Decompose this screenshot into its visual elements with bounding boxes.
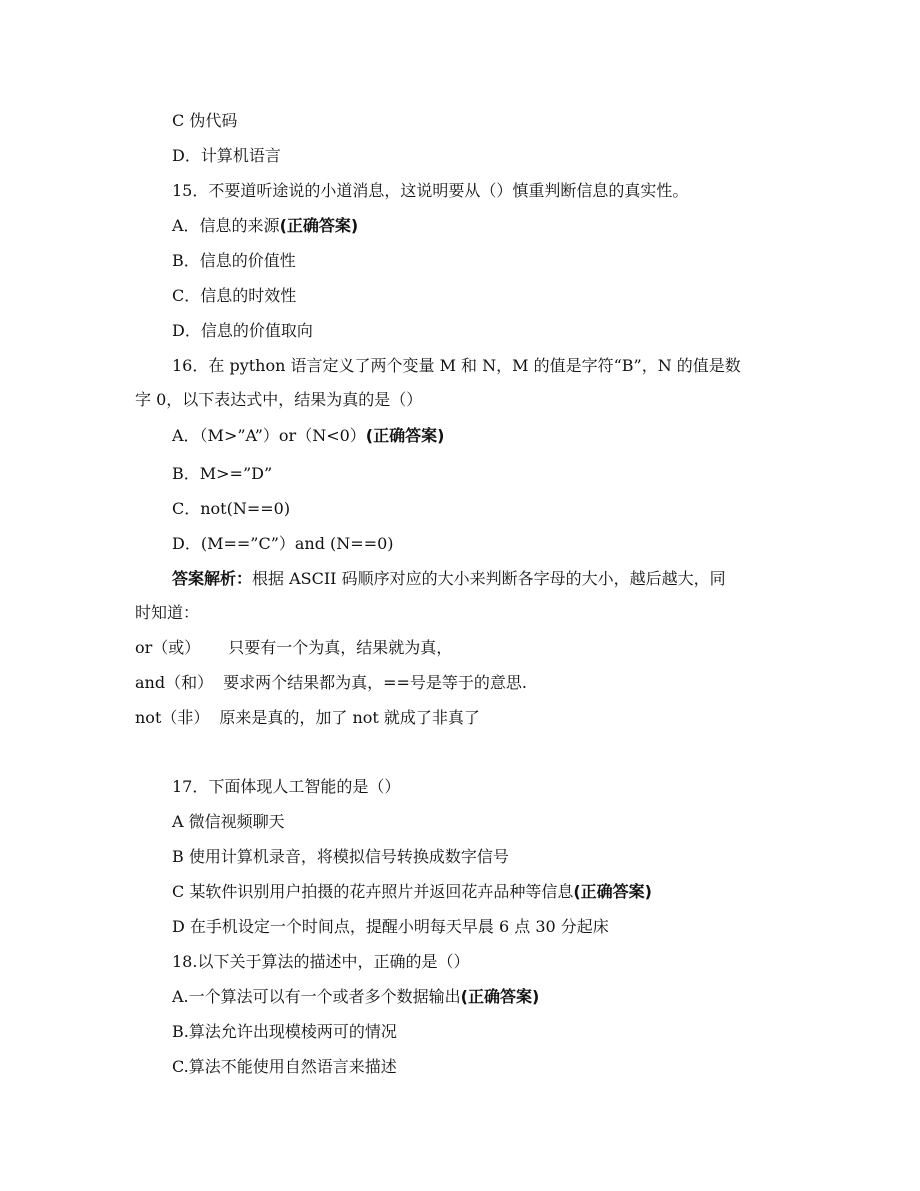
q18-option-a [172,986,539,1008]
q16-option-a-text: A．（M>”A”）or（N<0） [172,426,366,445]
q18-correct-mark: (正确答案) [460,987,540,1006]
logic-not-desc: 原来是真的，加了 not 就成了非真了 [219,708,480,727]
q16-option-a [172,425,444,447]
q17-correct-mark: (正确答案) [573,882,652,901]
q16-analysis-line1 [172,568,726,590]
q16-option-d: D．(M==”C”）and (N==0) [172,534,394,553]
q17-option-d: D 在手机设定一个时间点，提醒小明每天早晨 6 点 30 分起床 [172,917,609,936]
logic-and-desc: 要求两个结果都为真，==号是等于的意思. [223,673,527,692]
logic-or-term: or（或） [135,638,201,657]
logic-or-desc: 只要有一个为真，结果就为真， [228,638,453,657]
q17-stem: 17．下面体现人工智能的是（） [172,777,401,796]
q15-option-a [172,215,358,237]
q15-option-c: C．信息的时效性 [172,286,297,305]
q14-option-c: C 伪代码 [172,111,238,130]
q17-option-c [172,881,652,903]
logic-not-row [135,707,480,729]
logic-or-row [135,637,452,659]
q16-stem-line1: 16．在 python 语言定义了两个变量 M 和 N，M 的值是字符“B”，N 的值是数 [172,356,741,375]
analysis-text: 根据 ASCII 码顺序对应的大小来判断各字母的大小，越后越大，同 [252,569,726,588]
q17-option-a: A 微信视频聊天 [172,812,285,831]
analysis-label: 答案解析： [172,569,253,588]
q16-analysis-line2: 时知道： [135,603,200,622]
q16-stem-line2: 字 0，以下表达式中，结果为真的是（） [135,390,423,409]
logic-not-term: not（非） [135,708,210,727]
q17-option-b: B 使用计算机录音，将模拟信号转换成数字信号 [172,847,509,866]
q18-option-a-text: A.一个算法可以有一个或者多个数据输出 [172,987,461,1006]
q15-stem: 15．不要道听途说的小道消息，这说明要从（）慎重判断信息的真实性。 [172,181,689,200]
q15-option-d: D．信息的价值取向 [172,321,313,340]
q18-option-b: B.算法允许出现模棱两可的情况 [172,1022,397,1041]
q15-correct-mark: (正确答案) [279,216,359,235]
q15-option-b: B．信息的价值性 [172,251,296,270]
q16-correct-mark: (正确答案) [365,426,445,445]
q17-option-c-text: C 某软件识别用户拍摄的花卉照片并返回花卉品种等信息 [172,882,574,901]
q16-option-b: B．M>=”D” [172,464,273,483]
logic-and-term: and（和） [135,673,214,692]
q15-option-a-text: A．信息的来源 [172,216,280,235]
q18-option-c: C.算法不能使用自然语言来描述 [172,1057,397,1076]
logic-and-row [135,672,527,694]
q14-option-d: D．计算机语言 [172,146,281,165]
q16-option-c: C．not(N==0) [172,499,291,518]
q18-stem: 18.以下关于算法的描述中，正确的是（） [172,952,470,971]
